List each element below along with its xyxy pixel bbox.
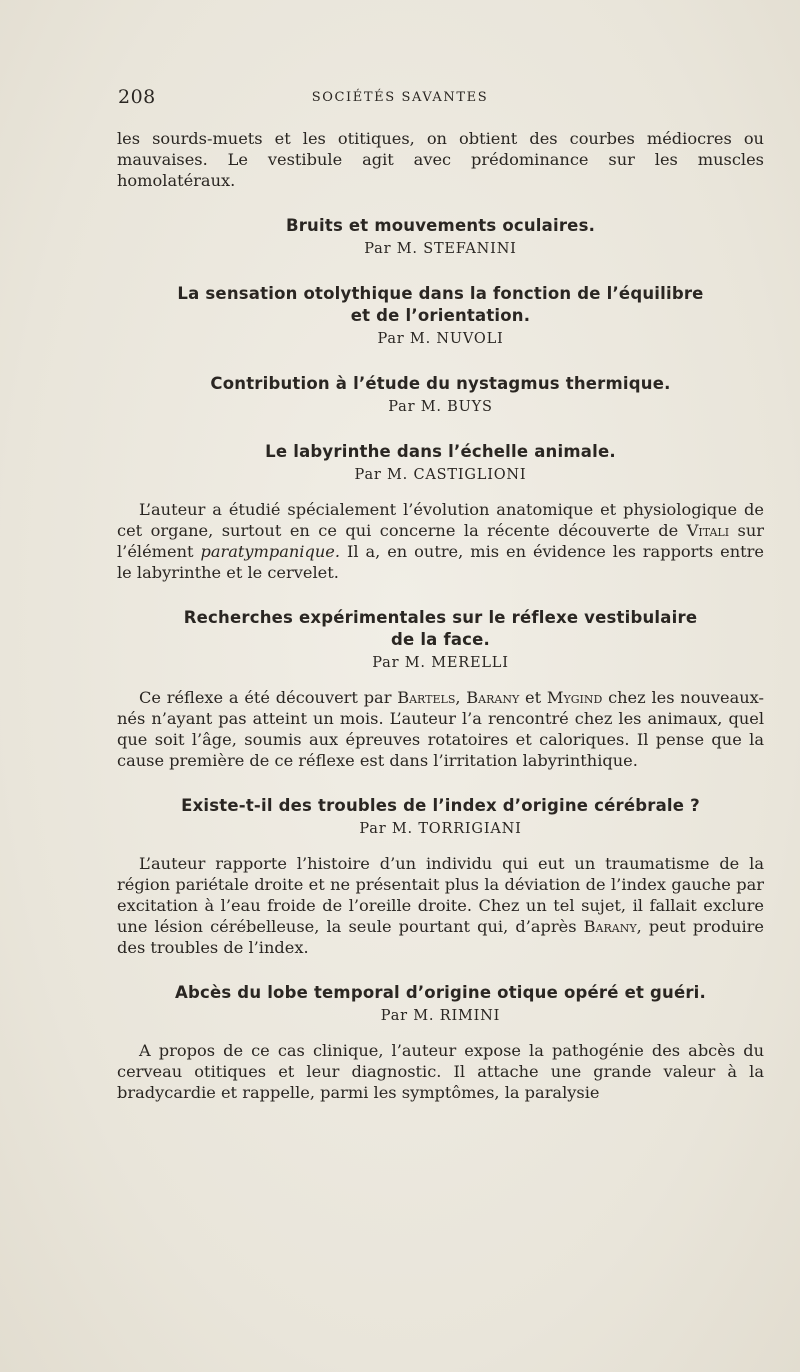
article-title-nuvoli-line2: et de l’orientation. <box>350 306 531 325</box>
article-body-merelli: Ce réflexe a été découvert par Bartels, Barany et Mygind chez les nouveaux-nés n’ayant pas atteint un mois. L’auteur l’a rencontré chez les animaux, quel que soit l’âge, soumis aux épreuves rotatoires et caloriques. Il pense que la cause première de ce réflexe est dans l’irritation labyrinthique. <box>117 688 764 770</box>
article-author-buys: Par M. BUYS <box>388 399 493 415</box>
intro-paragraph: les sourds-muets et les otitiques, on obtient des courbes médiocres ou mauvaises. Le vestibule agit avec prédominance sur les muscles homolatéraux. <box>117 129 764 190</box>
article-title-merelli-line2: de la face. <box>390 630 491 649</box>
article-body-torrigiani: L’auteur rapporte l’histoire d’un individu qui eut un traumatisme de la région pariétale droite et ne présentait plus la déviation de l’index gauche par excitation à l’eau froide de l’oreille droite. Chez un tel sujet, il fallait exclure une lésion cérébelleuse, la seule pourtant qui, d’après Barany, peut produire des troubles de l’index. <box>117 854 764 957</box>
article-title-nuvoli-line1: La sensation otolythique dans la fonction de l’équilibre <box>177 284 704 303</box>
article-author-nuvoli: Par M. NUVOLI <box>377 331 504 347</box>
article-title-buys: Contribution à l’étude du nystagmus thermique. <box>210 374 671 393</box>
author-name-mygind: Mygind <box>546 688 603 707</box>
page-number: 208 <box>118 86 156 108</box>
article-title-castiglioni: Le labyrinthe dans l’échelle animale. <box>265 442 616 461</box>
article-body-castiglioni: L’auteur a étudié spécialement l’évolution anatomique et physiologique de cet organe, surtout en ce qui concerne la récente découverte de Vitali sur l’élément paratympanique. Il a, en outre, mis en évidence les rapports entre le labyrinthe et le cervelet. <box>117 500 764 582</box>
article-author-merelli: Par M. MERELLI <box>372 655 509 671</box>
article-author-castiglioni: Par M. CASTIGLIONI <box>354 467 527 483</box>
article-author-torrigiani: Par M. TORRIGIANI <box>359 821 522 837</box>
author-name-barany: Barany <box>466 688 520 707</box>
running-head: SOCIÉTÉS SAVANTES <box>311 90 489 105</box>
author-name-bartels: Bartels <box>397 688 456 707</box>
page-content <box>117 128 764 1103</box>
article-title-stefanini: Bruits et mouvements oculaires. <box>285 216 596 235</box>
page-header <box>118 86 682 114</box>
author-name-barany-2: Barany <box>583 917 637 936</box>
article-title-rimini: Abcès du lobe temporal d’origine otique opéré et guéri. <box>174 983 707 1002</box>
term-paratympanique: paratympanique. <box>200 542 340 561</box>
article-title-torrigiani: Existe-t-il des troubles de l’index d’origine cérébrale ? <box>181 796 700 815</box>
article-title-merelli-line1: Recherches expérimentales sur le réflexe vestibulaire <box>183 608 698 627</box>
article-body-rimini: A propos de ce cas clinique, l’auteur expose la pathogénie des abcès du cerveau otitiques et leur diagnostic. Il attache une grande valeur à la bradycardie et rappelle, parmi les symptômes, la paralysie <box>117 1041 764 1102</box>
article-author-rimini: Par M. RIMINI <box>380 1008 501 1024</box>
author-name-vitali: Vitali <box>686 521 730 540</box>
article-author-stefanini: Par M. STEFANINI <box>364 241 517 257</box>
